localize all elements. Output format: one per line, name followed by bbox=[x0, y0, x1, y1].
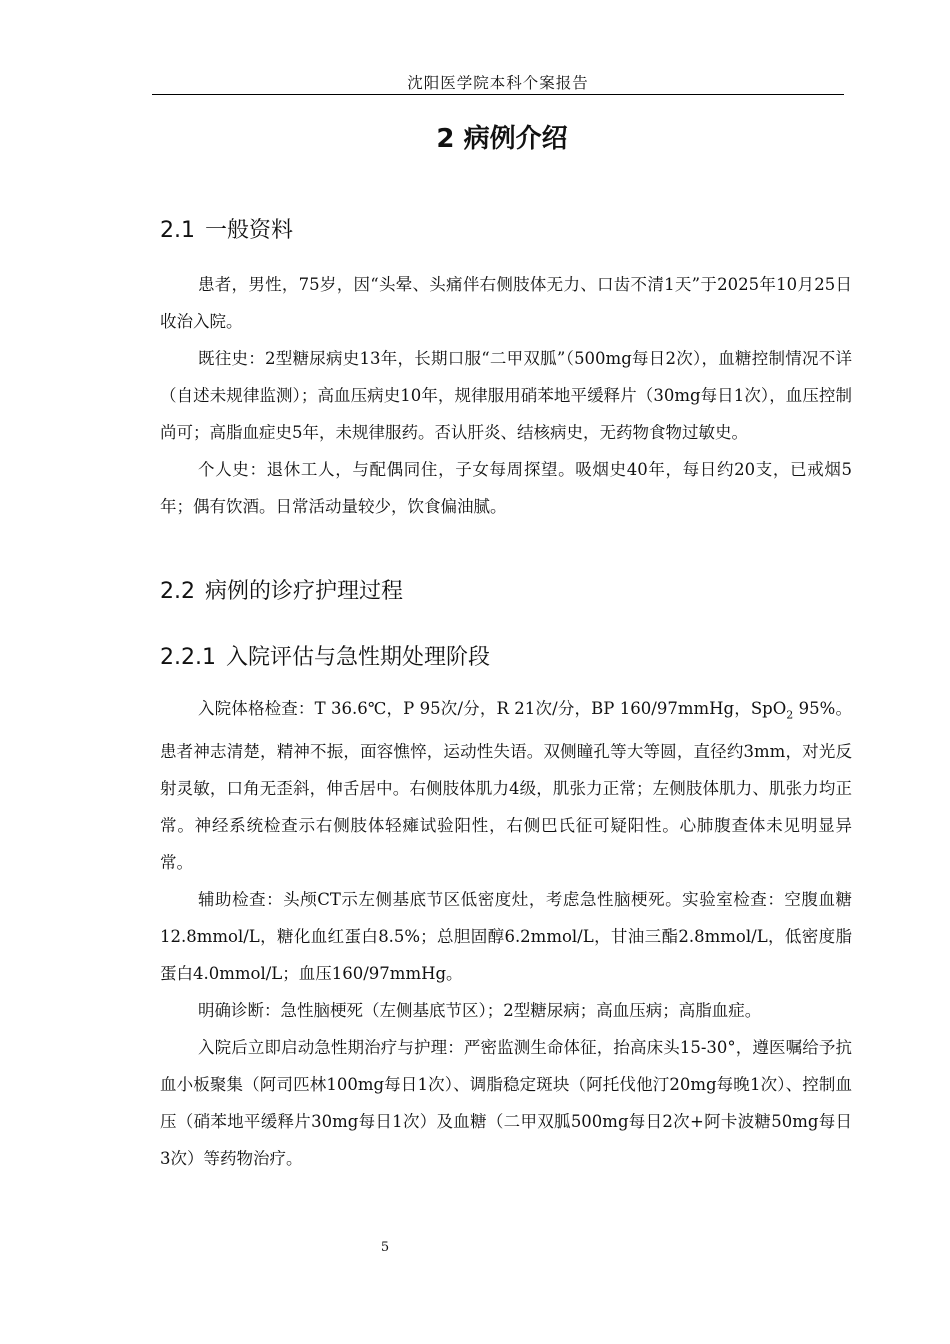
section-title: 病例的诊疗护理过程 bbox=[205, 579, 404, 604]
paragraph-diagnosis: 明确诊断：急性脑梗死（左侧基底节区）；2型糖尿病；高血压病；高脂血症。 bbox=[198, 1001, 762, 1021]
chapter-title: 2 病例介绍 bbox=[436, 124, 568, 154]
section-title: 一般资料 bbox=[205, 218, 294, 243]
section-number: 2.2.1 bbox=[160, 645, 216, 670]
section-2-1-body bbox=[160, 266, 852, 525]
exam-text-lead: 入院体格检查：T 36.6℃，P 95次/分，R 21次/分，BP 160/97mmHg，SpO bbox=[198, 699, 787, 718]
section-2-2-1-body bbox=[160, 690, 852, 1177]
paragraph-past-history: 既往史：2型糖尿病史13年，长期口服“二甲双胍”（500mg每日2次），血糖控制情况不详（自述未规律监测）；高血压病史10年，规律服用硝苯地平缓释片（30mg每日1次），血压控制尚可；高脂血症史5年，未规律服药。否认肝炎、结核病史，无药物食物过敏史。 bbox=[160, 349, 852, 442]
exam-text-rest: 95%。患者神志清楚，精神不振，面容憔悴，运动性失语。双侧瞳孔等大等圆，直径约3mm，对光反射灵敏，口角无歪斜，伸舌居中。右侧肢体肌力4级，肌张力正常；左侧肢体肌力、肌张力均正常。神经系统检查示右侧肢体轻瘫试验阳性，右侧巴氏征可疑阳性。心肺腹查体未见明显异常。 bbox=[160, 699, 852, 873]
section-heading-2-1 bbox=[160, 216, 293, 246]
section-heading-2-2-1 bbox=[160, 643, 490, 673]
paragraph-physical-exam bbox=[160, 690, 852, 881]
paragraph-chief-complaint: 患者，男性，75岁，因“头晕、头痛伴右侧肢体无力、口齿不清1天”于2025年10月25日收治入院。 bbox=[160, 275, 852, 331]
section-number: 2.2 bbox=[160, 579, 195, 604]
running-header: 沈阳医学院本科个案报告 bbox=[407, 74, 589, 92]
paragraph-auxiliary-exam: 辅助检查：头颅CT示左侧基底节区低密度灶，考虑急性脑梗死。实验室检查：空腹血糖12.8mmol/L，糖化血红蛋白8.5%；总胆固醇6.2mmol/L，甘油三酯2.8mmol/L，低密度脂蛋白4.0mmol/L；血压160/97mmHg。 bbox=[160, 890, 852, 984]
header-rule bbox=[152, 94, 844, 95]
page-number: 5 bbox=[380, 1240, 390, 1255]
section-number: 2.1 bbox=[160, 218, 195, 243]
section-heading-2-2 bbox=[160, 577, 403, 607]
paragraph-personal-history: 个人史：退休工人，与配偶同住，子女每周探望。吸烟史40年，每日约20支，已戒烟5年；偶有饮酒。日常活动量较少，饮食偏油腻。 bbox=[160, 460, 852, 516]
spo2-subscript: 2 bbox=[786, 708, 794, 722]
paragraph-acute-treatment: 入院后立即启动急性期治疗与护理：严密监测生命体征，抬高床头15-30°，遵医嘱给予抗血小板聚集（阿司匹林100mg每日1次）、调脂稳定斑块（阿托伐他汀20mg每晚1次）、控制血压（硝苯地平缓释片30mg每日1次）及血糖（二甲双胍500mg每日2次+阿卡波糖50mg每日3次）等药物治疗。 bbox=[160, 1038, 852, 1169]
section-title: 入院评估与急性期处理阶段 bbox=[225, 645, 490, 670]
